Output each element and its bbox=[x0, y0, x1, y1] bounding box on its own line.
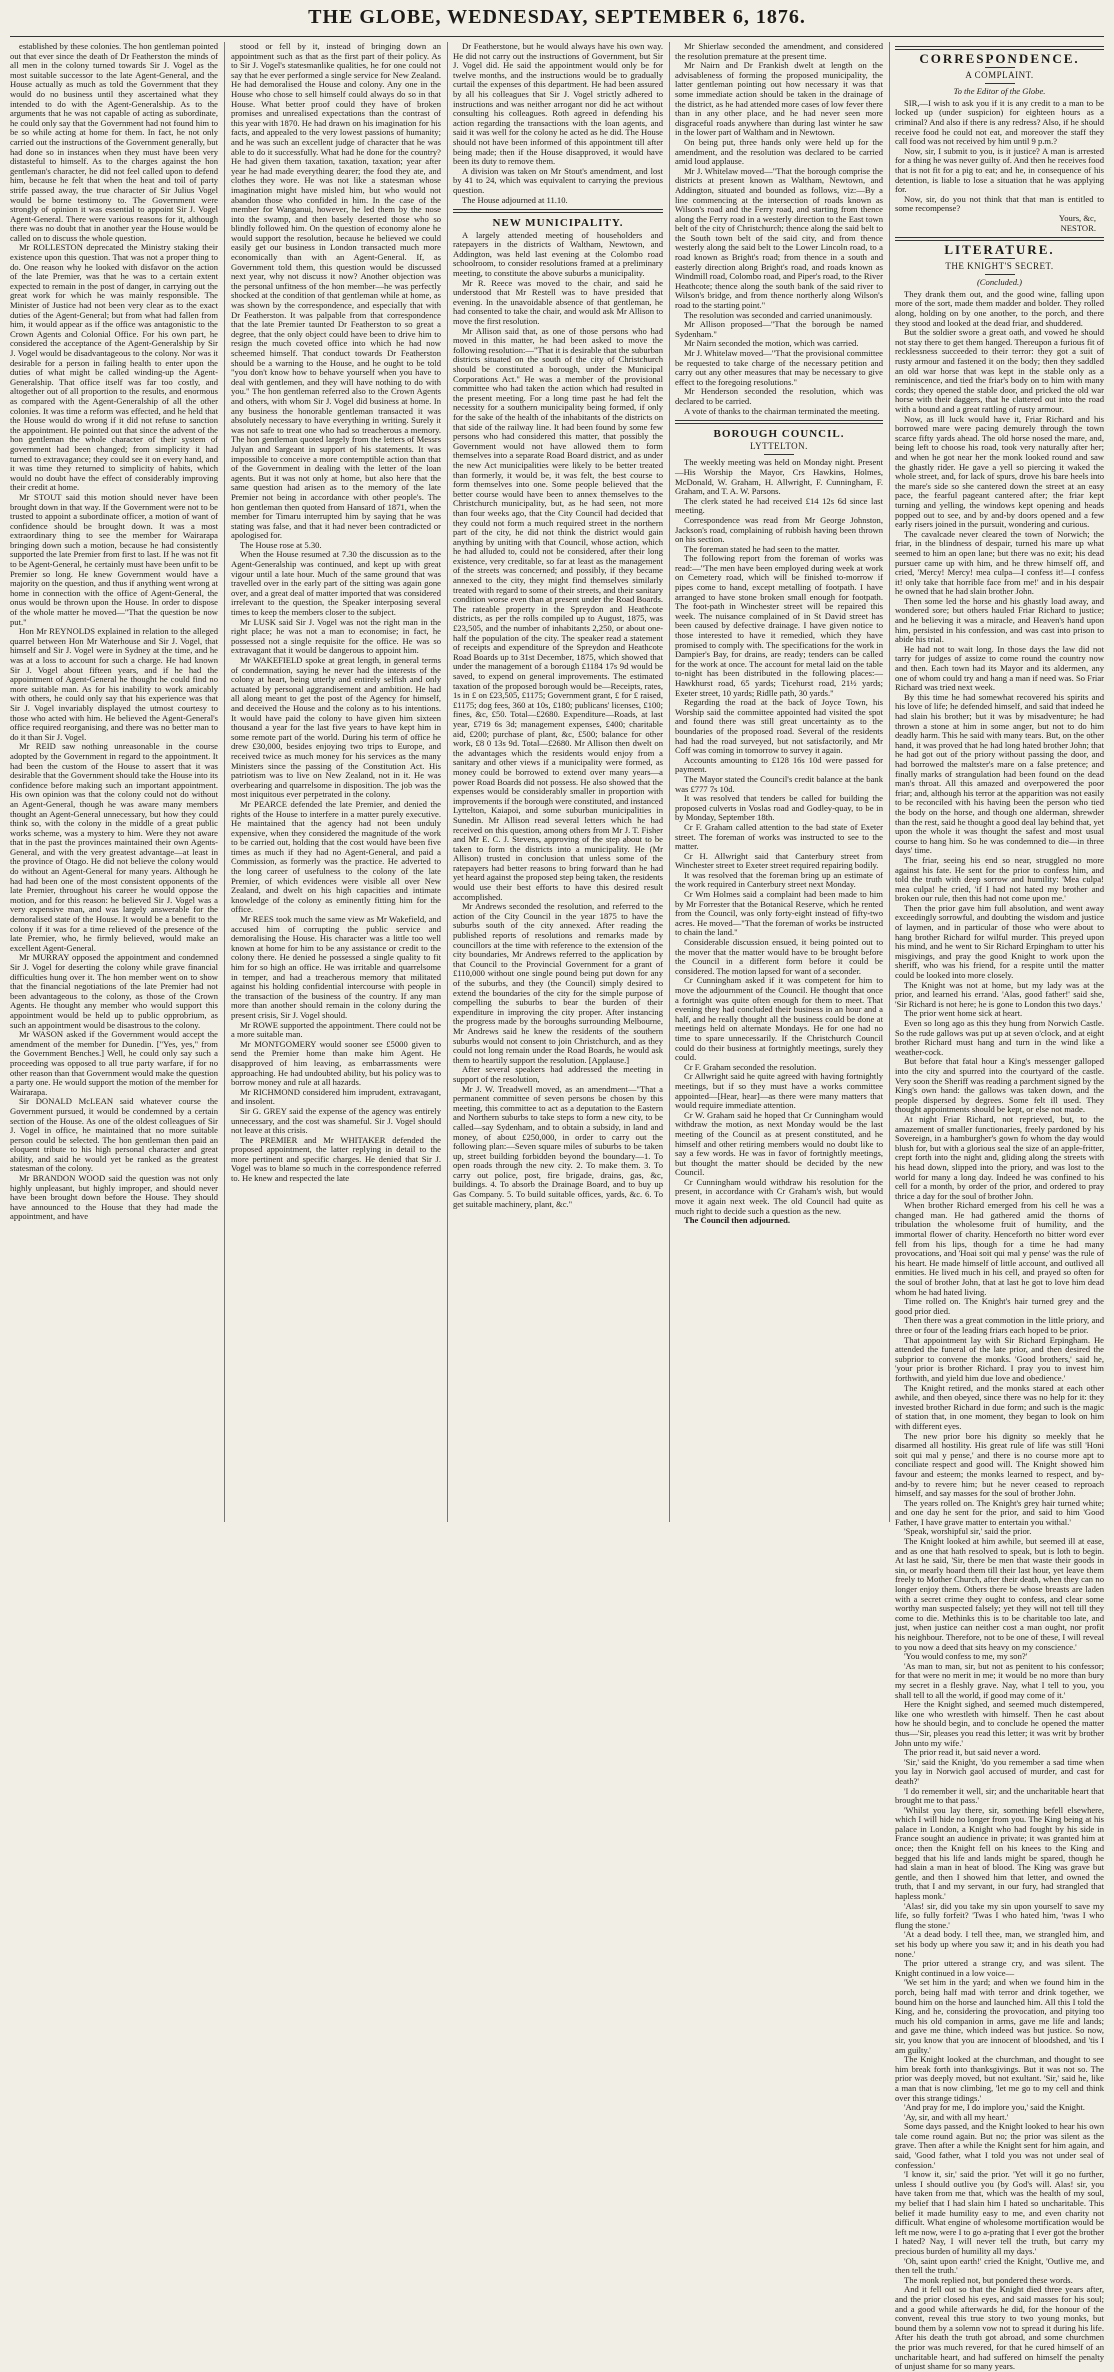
article-paragraph: Cr Wm Holmes said a complaint had been made to him by Mr Forrester that the Botanical Reserve, which he rented from the Council, was only forty-eight instead of fifty-two acres. He moved—"That the foreman of works be instructed to chain the land." bbox=[675, 889, 883, 938]
article-paragraph: Mr R. Reece was moved to the chair, and said he understood that Mr Restell was to have presided that evening. In the unavoidable absence of that gentleman, he had consented to take the chair, and would ask Mr Allison to move the first resolution. bbox=[453, 277, 663, 327]
column-divider bbox=[447, 42, 448, 1522]
article-paragraph: Then the prior gave him full absolution, and went away exceedingly sorrowful, and doubting the wisdom and justice of laymen, and in particular of those who were about to hang brother Richard for wilful murder. This preyed upon his mind, and he went to Sir Richard Erpingham to utter his misgivings, and pray the good Knight to work upon the sheriff, who was his friend, for a respite until the matter could be looked into more closely. bbox=[895, 902, 1104, 981]
article-paragraph: The monk replied not, but pondered these words. bbox=[904, 2274, 1073, 2285]
article-paragraph: The Knight looked at the churchman, and thought to see him break forth into thanksgivings. But it was not so. The prior was deeply moved, but not exultant. 'Sir,' said he, like a man that is now climbing, 'let me go to my cell and think over this strange tidings.' bbox=[895, 2054, 1104, 2103]
article-paragraph: On being put, three hands only were held up for the amendment, and the resolution was declared to be carried amid loud applause. bbox=[675, 136, 883, 167]
article-paragraph: Correspondence was read from Mr George Johnston, Jackson's road, complaining of rubbish having been thrown on his section. bbox=[675, 514, 883, 545]
article-paragraph: And it fell out so that the Knight died three years after, and the prior closed his eyes, and said masses for his soul; and a good while afterwards he did, for the honour of the convent, reveal this true story to two young monks, but bound them by a solemn vow not to spread it during his life. After his death the truth got abroad, and some churchmen the prior was much revered, for that he cured himself of an uncharitable heart, and had suffered on himself the penalty of unjust shame for so many years. bbox=[895, 2284, 1104, 2372]
italic-line: (Concluded.) bbox=[976, 277, 1023, 288]
article-paragraph: 'You would confess to me, my son?' bbox=[904, 1651, 1028, 1662]
article-paragraph: 'Oh, saint upon earth!' cried the Knight, 'Outlive me, and then tell the truth.' bbox=[895, 2255, 1104, 2276]
section-heading: LITERATURE. bbox=[944, 242, 1055, 258]
signature-line: NESTOR. bbox=[1060, 222, 1096, 233]
article-paragraph: Mr Allison said that, as one of those persons who had moved in this matter, he had been asked to move the following resolution:—"That it is desirable that the suburban districts situated on the south of the city of Christchurch should be constituted a borough, under the Municipal Corporations Act." He was a member of the provisional committee who had taken the action which had resulted in the present meeting. For a long time past he had felt the necessity for a southern municipality being formed, if only for the sake of the health of the inhabitants of the districts on that side of the railway line. It had been found by some few persons who had considered this matter, that possibly the Government would not have allowed them to form themselves into a separate Road Board district, and as under the new Act municipalities were likely to be better treated than formerly, it would be, it was felt, the best course to form themselves into one. Some people believed that the better course would have been to annex themselves to the Christchurch municipality, but, as he had seen, not more than four weeks ago, that the City Council had decided that they could not form a much required street in the northern part of the city, he did not think the district would gain anything by uniting with that Council, whose action, which he had alluded to, could not be considered, after their long existence, very creditable, so far at least as the management of the streets was concerned; and possibly, if they became annexed to the city, they might find themselves similarly treated with regard to some of their streets, and their sanitary condition worse even than at present under the Road Boards. The rateable property in the Spreydon and Heathcote districts, as per the rolls compiled up to August, 1875, was £23,505, and the number of inhabitants 2,250, or about one-half the population of the city. The speaker read a statement of receipts and expenditure of the Spreydon and Heathcote Road Boards up to 31st December, 1875, which showed that under the management of a borough £1184 17s 9d would be saved, to expend on general improvements. The estimated taxation of the proposed borough would be—Receipts, rates, 1s in £ on £23,505, £1175; Government grant, £ for £ raised, £1175; dog fees, 360 at 10s, £180; publicans' licenses, £100; fines, &c, £50. Total—£2680. Expenditure—Roads, at last year, £719 6s 3d; management expenses, £400; charitable aid, £200; purchase of plant, &c, £500; balance for other work, £8 0 13s 9d. Total—£2680. Mr Allison then dwelt on the advantages which the residents would enjoy from a sanitary and other views if a municipality were formed, as money could be borrowed to extend over many years—a power Road Boards did not possess. He also showed that the expenses would be considerably smaller in proportion with improvements if the borough were constituted, and instanced Lyttelton, Kaiapoi, and some suburban municipalities in Sunedin. Mr Allison read several letters which he had received on this question, among others from Mr J. T. Fisher and Mr E. C. J. Stevens, approving of the step about to be taken to form the districts into a municipality. He (Mr Allison) trusted in conclusion that unless some of the ratepayers had better reasons to bring forward than he had yet heard against the proposed step being taken, the residents would use their best efforts to have this desired result accomplished. bbox=[453, 325, 664, 902]
article-paragraph: Mr J. Whitelaw moved—"That the borough comprise the districts at present known as Waltham, Newtown, and Addington, situated and bounded as follows, viz:—By a line commencing at the intersection of roads known as Wilson's road and the Ferry road, and starting from thence along the Ferry road in a westerly direction to the East town belt of the city of Christchurch; thence along the said belt to the South town belt of the said city, and from thence westerly along the said belt to the Lower Lincoln road, to a road known as Bright's road; from thence in a south and easterly direction along Bright's road, and roads known as Windmill road, Colombo road, and Piper's road, to the River Heathcote; thence along the south bank of the said river to Wilson's bridge, and from thence northerly along Wilson's road to the starting point." bbox=[675, 165, 883, 311]
article-paragraph: Regarding the road at the back of Joyce Town, his Worship said the committee appointed had visited the spot and found there was still great uncertainty as to the boundaries of the proposed road. Several of the residents had had the road surveyed, but not satisfactorily, and Mr Coff was coming in tomorrow to survey it again. bbox=[675, 697, 883, 756]
article-paragraph: Mr J. Whitelaw moved—"That the provisional committee be requested to take charge of the necessary petition and carry out any other measures that may be necessary to give effect to the foregoing resolutions." bbox=[675, 348, 883, 387]
section-rule bbox=[675, 420, 883, 424]
article-paragraph: The new prior bore his dignity so meekly that he disarmed all hostility. His great rule of life was still 'Honi soit qui mal y pense,' and there is no course more apt to conciliate respect and good will. The Knight showed him favour and esteem; the monks learned to respect, and by-and-by to revere him; but he never ceased to reproach himself, and say masses for the soul of brother John. bbox=[895, 1430, 1104, 1499]
section-rule bbox=[453, 209, 663, 213]
article-paragraph: 'Sir,' said the Knight, 'do you remember a sad time when you lay in Norwich gaol accused of murder, and cast for death?' bbox=[895, 1756, 1104, 1786]
article-paragraph: But before that fatal hour a King's messenger galloped into the city and spurred into the courtyard of the castle. Very soon the Sheriff was reading a parchment signed by the King's own hand: the gallows was taken down, and the people dispersed by degrees. Some felt ill used. They thought appointments should be kept, or else not made. bbox=[895, 1056, 1104, 1115]
article-paragraph: The Knight looked at him awhile, but seemed ill at ease, and as one that hath resolved to speak, but is loth to begin. At last he said, 'Sir, there be men that waste their goods in sin, or mearly hoard them till their last hour, yet leave them freely to Mother Church, after their death, when they can no longer enjoy them. Others there be whose breasts are laden with a secret crime they ought to confess, and clear some worthy man suspected falsely; yet they will not tell till they come to die. Methinks this is to be charitable too late, and just, when justice can neither cost a man ought, nor profit his neighbour. Therefore, not to be one of these, I will reveal to you now a deed that sits heavy on my conscience.' bbox=[895, 1536, 1104, 1652]
article-paragraph: Cr Allwright said he quite agreed with having fortnightly meetings, but if so they must have a works committee appointed—[Hear, hear]—as there were many matters that would require immediate attention. bbox=[675, 1071, 883, 1111]
signature-line: Yours, &c, bbox=[1058, 212, 1096, 223]
article-paragraph: When the House resumed at 7.30 the discussion as to the Agent-Generalship was continued, and kept up with great vigour until a late hour. Much of the same ground that was travelled over in the early part of the sitting was again gone over, and a great deal of matter imported that was considered irrelevant to the question, the Speaker interposing several times to keep the members closer to the subject. bbox=[231, 549, 441, 618]
article-paragraph: Mr RICHMOND considered him imprudent, extravagant, and insolent. bbox=[231, 1086, 441, 1107]
article-paragraph: A largely attended meeting of householders and ratepayers in the districts of Waltham, Newtown, and Addington, was held last evening at the Colombo road schoolroom, to consider resolutions framed at a preliminary meeting, to constitute the above suburbs a municipality. bbox=[453, 229, 663, 279]
article-paragraph: Sir G. GREY said the expense of the agency was entirely unnecessary, and the cost was shameful. Sir J. Vogel should not leave at this crisis. bbox=[231, 1105, 441, 1136]
column-divider bbox=[669, 42, 670, 1522]
article-paragraph: Sir DONALD McLEAN said whatever course the Government pursued, it would be condemned by a certain section of the House. As one of the oldest colleagues of Sir J. Vogel in office, he maintained that no more suitable person could be selected. The hon gentleman then paid an eloquent tribute to his high personal character and great ability, and said he would yet be ranked as the greatest statesman of the colony. bbox=[10, 1096, 218, 1174]
article-paragraph: The years rolled on. The Knight's grey hair turned white; and one day he sent for the prior, and said to him 'Good Father, I have grave matter to entertain you withal.' bbox=[895, 1497, 1104, 1527]
article-paragraph: The House adjourned at 11.10. bbox=[462, 194, 568, 205]
article-paragraph: The foreman stated he had seen to the matter. bbox=[684, 543, 840, 554]
article-paragraph: Cr F. Graham called attention to the bad state of Exeter street. The foreman of works was instructed to see to the matter. bbox=[675, 821, 883, 852]
column-2 bbox=[231, 42, 441, 1522]
article-subheading: A COMPLAINT. bbox=[965, 69, 1034, 80]
article-paragraph: Mr Henderson seconded the resolution, which was declared to be carried. bbox=[675, 386, 883, 406]
article-paragraph: The PREMIER and Mr WHITAKER defended the proposed appointment, the latter replying in detail to the more pertinent and specific charges. He denied that Sir J. Vogel was to blame so much in the correspondence referred to. He knew and respected the late bbox=[231, 1134, 441, 1184]
article-paragraph: Considerable discussion ensued, it being pointed out to the mover that the matter would have to be brought before the Council in a different form before it could be considered. The motion lapsed for want of a seconder. bbox=[675, 937, 883, 976]
article-paragraph: Hon Mr REYNOLDS explained in relation to the alleged quarrel between Hon Mr Waterhouse and Sir J. Vogel, that himself and Sir J. Vogel were in Sydney at the time, and he was at a loss to account for such a charge. He had known Sir J. Vogel about fifteen years, and if he had the appointment of Agent-General he thought he could find no more suitable man. As for his inability to work amicably with others, he could only say that his experience was that Sir J. Vogel invariably displayed the utmost courtesy to those who acted with him. He believed the Agent-General's office required reorganising, and there was no better man to do it than Sir J. Vogel. bbox=[10, 626, 218, 742]
article-paragraph: The Mayor stated the Council's credit balance at the bank was £777 7s 10d. bbox=[675, 773, 883, 794]
article-paragraph: Mr WASON asked if the Government would accept the amendment of the member for Dunedin. ["Yes, yes," from the Government Benches.] Well, he could only say such a proceeding was opposed to all true party warfare, if for no other reason than that Government would make the question a party one. He would support the motion of the member for Wairarapa. bbox=[10, 1029, 218, 1097]
newspaper-page bbox=[10, 0, 1104, 2372]
italic-line: To the Editor of the Globe. bbox=[953, 86, 1046, 97]
article-paragraph: Mr MONTGOMERY would sooner see £5000 given to send the Premier home than make him Agent. He disapproved of him leaving, as embarrassments were approaching. He had undoubted ability, but his policy was to borrow money and rule at all hazards. bbox=[231, 1038, 441, 1088]
short-rule bbox=[985, 258, 1015, 259]
article-paragraph: 'At a dead body. I tell thee, man, we strangled him, and set his body up where you saw it; and in his death you had none.' bbox=[895, 1929, 1104, 1959]
article-paragraph: Cr W. Graham said he hoped that Cr Cunningham would withdraw the motion, as next Monday would be the last meeting of the Council as at present constituted, and he himself and other retiring members would no doubt like to say a few words. He was in favor of fortnightly meetings, but thought the matter should be decided by the new Council. bbox=[675, 1109, 883, 1178]
article-paragraph: The cavalcade never cleared the town of Norwich; the friar, in the blindness of despair, turned his mare up what seemed to him an open lane; but there was no exit; his dead pursuer came up with him, and he threw himself off, and cried, 'Mercy! Mercy! mea culpa—I confess it!—I confess it! only take that horrible face from me!' and in his despair he owned that he had slain brother John. bbox=[895, 528, 1104, 597]
article-paragraph: 'I do remember it well, sir; and the uncharitable heart that brought me to that pass.' bbox=[895, 1785, 1104, 1806]
article-paragraph: established by these colonies. The hon gentleman pointed out that ever since the death of Dr Featherston the minds of all men in the colony turned towards Sir J. Vogel as the most suitable successor to the late Agent-General, and the House actually as much as told the Government that they would do no business until they ascertained what they intended to do with the Agent-Generalship. As to the arguments that he was not capable of acting as subordinate, he could only say that the Government had not found him to be so while acting at home for them. In fact, he not only carried out the instructions of the Government generally, but had done so in instances when they must have been very distasteful to himself. As to the charges against the hon gentleman's character, he did not feel called upon to defend him, because he felt that when the heat and toil of party strife passed away, the true character of Sir Julius Vogel would be borne testimony to. The Government were strongly of opinion it was essential to appoint Sir J. Vogel Agent-General. There were various reasons for it, although there was no doubt that in another year the House would be called on to discuss the whole question. bbox=[10, 41, 218, 243]
article-paragraph: The Knight was not at home, but my lady was at the prior, and learned his errand. 'Alas, good father!' said she, 'Sir Richard is not here; he is gone to London this two days.' bbox=[895, 979, 1104, 1009]
short-rule bbox=[985, 67, 1015, 68]
article-paragraph: The prior uttered a strange cry, and was silent. The Knight continued in a low voice— bbox=[895, 1958, 1104, 1978]
article-paragraph: Even so long ago as this they hung from Norwich Castle. So the rude gallows was put up at seven o'clock, and at eight brother Richard must hang and turn in the wind like a weather-cock. bbox=[895, 1018, 1104, 1057]
article-paragraph: Mr Andrews seconded the resolution, and referred to the action of the City Council in the year 1875 to have the suburbs south of the city annexed. After reading the published reports of resolutions and remarks made by councillors at the time with reference to the extension of the city boundaries, Mr Andrews referred to the application by that Council to the Provincial Government for a grant of £110,000 without one single pound being put down for any of the suburbs, and they (the Council) simply desired to extend the boundaries of the city for the simple purpose of compelling the suburbs to bear the burden of their expenditure in improving the city proper. After instancing the progress made by the boroughs surrounding Melbourne, Mr Andrews said he knew the residents of the southern suburbs would not consent to join Christchurch, and as they could not long remain under the Road Boards, he would ask them to heartily support the resolution. [Applause.] bbox=[453, 901, 663, 1065]
article-paragraph: The prior read it, but said never a word. bbox=[904, 1747, 1041, 1758]
article-heading: NEW MUNICIPALITY. bbox=[492, 217, 624, 230]
article-paragraph: Mr MURRAY opposed the appointment and condemned Sir J. Vogel for deserting the colony while grave financial difficulties hung over it. The hon member went on to show that the financial negotiations of the late Premier had not been advantageous to the colony, as those of the Crown Agents. He thought any member who would support this appointment would be held up to public opprobrium, as such an appointment would be disastrous to the colony. bbox=[10, 952, 218, 1030]
column-1 bbox=[10, 42, 218, 1522]
article-paragraph: 'Whilst you lay there, sir, something befell elsewhere, which I will hide no longer from you. The King being at his palace in London, a Knight who had fought by his side in France sought an audience in private; it was granted him at once; then the Knight fell on his knees to the King and begged that his life and lands might be spared, though he had slain a man in heat of blood. The King was grave but gentle, and then I showed him that letter, and owned the truth, that I and my servant, in our fury, had strangled that hapless monk.' bbox=[895, 1804, 1104, 1902]
column-divider bbox=[889, 42, 890, 1522]
article-paragraph: 'Alas! sir, did you take my sin upon yourself to save my life, so fully forfeit? 'Twas I who hated him, 'twas I who flung the stone.' bbox=[895, 1900, 1104, 1930]
article-paragraph: They drank them out, and the good wine, falling upon more of the sort, made them madder and bolder. They rolled along, holding on by one another, to the porch, and there they stood and looked at the dead friar, and shuddered. bbox=[895, 288, 1104, 328]
article-paragraph: The clerk stated he had received £14 12s 6d since last meeting. bbox=[675, 495, 883, 516]
article-paragraph: Mr WAKEFIELD spoke at great length, in general terms of condemnation, saying he never had the interests of the colony at heart, being utterly and entirely selfish and only actuated by personal aggrandisement and ambition. He had all along meant to get the post of the Agency for himself, and deceived the House and the colony as to his intentions. It would have paid the colony to have given him sixteen thousand a year for the last five years to have kept him in some remote part of the world. During his term of office he drew £30,000, besides enjoying two trips to Europe, and received twice as much money for his services as the many Ministers since the passing of the Constitution Act. His patriotism was to live on New Zealand, not in it. He was overbearing and quarrelsome in disposition. The job was the most iniquitous ever perpetrated in the colony. bbox=[231, 655, 441, 800]
article-paragraph: The Knight retired, and the monks stared at each other awhile, and then obeyed, since there was no help for it: they invested brother Richard in due form; and such is the magic of station that, in one moment, they began to look on him with different eyes. bbox=[895, 1382, 1104, 1431]
article-paragraph: Then some led the horse and his ghastly load away, and wondered sore; but others hauled Friar Richard to justice; and he believing it was a miracle, and Heaven's hand upon him, persisted in his confession, and was cast into prison to abide his trial. bbox=[895, 595, 1104, 645]
article-paragraph: Mr REES took much the same view as Mr Wakefield, and accused him of corrupting the public service and demoralising the House. His character was a little too well known at home for him to be any assistance or credit to the colony there. He denied he possessed a single quality to fit him for so high an office. He was irritable and quarrelsome in temper, and had a treacherous memory that militated against his holding confidential intercourse with people in the transaction of the business of the country. If any man more than another should remain in the colony during the present crisis, Sir J. Vogel should. bbox=[231, 914, 441, 1020]
article-paragraph: 'As man to man, sir, but not as penitent to his confessor; for that were no merit in me; it would be no more than bury my secret in a fleshly grave. Nay, what I tell to you, you shall tell to all the world, if good may come of it.' bbox=[895, 1660, 1104, 1700]
article-paragraph: Mr Shierlaw seconded the amendment, and considered the resolution premature at the present time. bbox=[675, 41, 883, 61]
article-paragraph: Some days passed, and the Knight looked to hear his own tale come round again. But no; the prior was silent as the grave. Then after a while the Knight sent for him again, and said, 'Good father, what I told you was not under seal of confession.' bbox=[895, 2121, 1104, 2170]
article-paragraph: Now, sir, do you not think that that man is entitled to some recompense? bbox=[895, 193, 1104, 214]
article-paragraph: Accounts amounting to £128 16s 10d were passed for payment. bbox=[675, 754, 883, 775]
article-paragraph: Mr J. W. Treadwell moved, as an amendment—"That a permanent committee of seven persons be chosen by this meeting, this committee to act as a deputation to the Eastern and Northern suburbs to take steps to form a new city, to be called—say Sydenham, and to obtain a subsidy, in land and money, of about £250,000, in order to carry out the following plan:—Seven square miles of suburbs to be taken up, street building forbidden beyond the boundary—1. To open roads through the new city. 2. To make them. 3. To carry out police, post, fire brigade, drains, gas, &c, buildings. 4. To absorb the Drainage Board, and to buy up Gas Company. 5. To build suitable offices, yards, &c. 6. To get suitable machinery, plant, &c." bbox=[453, 1083, 663, 1209]
column-3 bbox=[453, 42, 663, 1522]
article-paragraph: A vote of thanks to the chairman terminated the meeting. bbox=[684, 405, 880, 416]
article-paragraph: The following report from the foreman of works was read:—"The men have been employed during week at work on Cemetery road, which will be finished to-morrow if pipes come to hand, except metalling of footpath. I have arranged to have stone broken small enough for footpath. The foot-path in Winchester street will be repaired this week. The nuisance complained of in St David street has been caused by defective drainage. I have given notice to those interested to have it remedied, which they have promised to comply with. The specifications for the work in Dampier's Bay, for drains, are ready; tenders can be called for the work at once. The account for metal laid on the table to-night has been distributed in the following places:—Hawkhurst road, 65 yards; Ticehurst road, 21½ yards; Exeter street, 10 yards; Ridlle path, 30 yards." bbox=[675, 553, 883, 698]
article-paragraph: The House rose at 5.30. bbox=[240, 539, 322, 550]
article-paragraph: 'And pray for me, I do implore you,' said the Knight. bbox=[904, 2102, 1085, 2113]
article-subheading: THE KNIGHT'S SECRET. bbox=[945, 260, 1054, 271]
article-paragraph: Mr Nairn and Dr Frankish dwelt at length on the advisableness of forming the proposed municipality, the latter gentleman pointing out how necessary it was that some immediate action should be taken in the drainage of the district, as he had attended more cases of low fever there than in any other place, and he had never seen more disgraceful roads anywhere than during last winter he saw in the lower part of Waltham and in Newtown. bbox=[675, 60, 883, 138]
article-paragraph: Cr Cunningham would withdraw his resolution for the present, in accordance with Cr Graham's wish, but would move it again next week. The old Council had quite as much right to decide such a question as the new. bbox=[675, 1176, 883, 1216]
article-paragraph: It was resolved that tenders be called for building the proposed culverts in Voslas road and Godley-quay, to be in by Monday, September 18th. bbox=[675, 793, 883, 823]
article-paragraph: Dr Featherstone, but he would always have his own way. He did not carry out the instructions of Government, but Sir J. Vogel did. He said the appointment would only be for twelve months, and the instructions would be to gradually curtail the expenses of this department. He had been assured by all his colleagues that Sir J. Vogel strictly adhered to instructions and was neither arrogant nor did he act without consulting his colleagues. Roth agreed in defending his action regarding the transactions with the loan agents, and said it was well for the colony he acted as he did. The House should not have been informed of this appointment till after being made; then if the House disapproved, it would have been its duty to remove them. bbox=[453, 41, 663, 167]
article-paragraph: He had not to wait long. In those days the law did not tarry for judges of assize to come round the country now and then. Each town had its Mayor and its aldermen, any one of whom could try and hang a man if need was. So Friar Richard was tried next week. bbox=[895, 643, 1104, 693]
article-paragraph: Mr STOUT said this motion should never have been brought down in that way. If the Government were not to be trusted to appoint a subordinate officer, a motion of want of confidence should be brought down. It was a most extraordinary thing to see the member for Wairarapa bringing down such a motion, because he had consistently supported the late Premier from first to last. If he was not fit to be Agent-General, he certainly must have been unfit to be Premier so long. He knew Government would have a majority on the question, and thus if anything went wrong at home in connection with the office of Agent-General, the onus would be thrown upon the House. In order to dispose of the whole matter he moved—"That the question be now put." bbox=[10, 491, 218, 627]
article-paragraph: At night Friar Richard, not reprieved, but, to the amazement of smaller functionaries, freely pardoned by his Sovereign, in a hamburgher's gown fo whom the day would blush for, but with a glorious seal the size of an apple-fritter, crept forth into the night and, gliding along the streets with his head down, slipped into the priory, and was lost to the world for many a long day. Indeed he was confined to his cell for a month, by order of the prior, and ordered to pray thrice a day for the soul of brother John. bbox=[895, 1113, 1104, 1201]
article-paragraph: Now, sir, I submit to you, is it justice? A man is arrested for a thing he was never guilty of. And then he receives food that is not fit for a pig to eat; and he, in consequence of his detention, is liable to lose a situation that he was applying for. bbox=[895, 145, 1104, 195]
article-paragraph: The friar, seeing his end so near, struggled no more against his fate. He sent for the prior to confess him, and told the truth with deep sorrow and humility: 'Mea culpa! mea culpa! he cried, 'if I had not hated my brother and broken our rule, then this had not come upon me.' bbox=[895, 854, 1104, 904]
article-paragraph: SIR,—I wish to ask you if it is any credit to a man to be locked up (under suspicion) for eighteen hours as a criminal? And also if there is any redress? Also, if he should receive food he could not eat, and moreover the staff they call food was not received by him until 9 p.m.? bbox=[895, 97, 1104, 147]
article-paragraph: The prior went home sick at heart. bbox=[904, 1008, 1023, 1019]
article-paragraph: When brother Richard emerged from his cell he was a changed man. He had gathered amid the thorns of tribulation the wholesome fruit of humility, and the immortal flower of charity. Henceforth no bitter word ever fell from his lips, though for a time he had many provocations, and 'Hoai soit qui mal y pense' was the rule of his heart. He made himself of little account, and outlived all enmities. He lived much in his cell, and prayed so often for the soul of brother John, that at last he got to love him dead whom he had hated living. bbox=[895, 1200, 1104, 1297]
article-paragraph: Mr ROLLESTON deprecated the Ministry staking their existence upon this question. That was not a proper thing to do. One reason why he looked with disfavor on the action of the late Premier, was that he was to a certain extent expected to remain in the post of danger, in carrying out the great work for which he was mainly responsible. The Minister of Justice had not been very clear as to the exact duties of the Agent-General; but from what had fallen from him, it would appear as if the office was antagonistic to the Crown Agents and Colonial Office. For his own part, he considered the acceptance of the Agent-Generalship by Sir J. Vogel would be disadvantageous to the colony. Nor was it desirable for a person in failing health to enter upon the duties of what might be called winding-up the Agent-Generalship. That office itself was far too costly, and altogether out of all proportion to the results, and enormous as compared with the Agent-Generalship of all the other colonies. It was time a reform was effected, and he held that the House would do wrong if it did not refuse to sanction the appointment. He pointed out that since the advent of the hon gentleman the whole character of their system of government had been changed; from simplicity it had turned to extravagance; they could see it on every hand, and it was time they returned to simplicity of habits, which would no doubt have the effect of considerably improving their credit at home. bbox=[10, 242, 218, 493]
section-rule bbox=[895, 237, 1104, 241]
article-paragraph: It was resolved that the foreman bring up an estimate of the work required in Canterbury street next Monday. bbox=[675, 869, 883, 890]
article-paragraph: But the soldier swore a great oath, and vowed he should not stay there to get them hanged. Thereupon a furious fit of recklessness succeeded to their terror: they got a suit of rusty armour and fastened it on the body; then they saddled an old war horse that was kept in the stable only as a reminiscence, and tied the friar's body on to him with many cords; they opened the stable door, and pricked the old war horse with their daggers, that he clattered out into the road with a bound and a great rattling of rusty armour. bbox=[895, 327, 1104, 414]
article-paragraph: The Council then adjourned. bbox=[684, 1215, 791, 1226]
article-paragraph: Time rolled on. The Knight's hair turned grey and the good prior died. bbox=[895, 1296, 1104, 1316]
article-paragraph: Cr H. Allwright said that Canterbury street from Winchester street to Exeter street required repairing bodily. bbox=[675, 850, 883, 871]
article-paragraph: Here the Knight sighed, and seemed much distempered, like one who wrestleth with himself. Then he cast about how he should begin, and to conclude he opened the matter thus—'Sir, pleases you read this letter; it was writ by brother John unto my wife.' bbox=[895, 1699, 1104, 1748]
section-heading: CORRESPONDENCE. bbox=[919, 51, 1080, 66]
article-paragraph: A division was taken on Mr Stout's amendment, and lost by 41 to 24, which was equivalent to carrying the previous question. bbox=[453, 165, 663, 195]
article-paragraph: Then there was a great commotion in the little priory, and three or four of the leading friars each hoped to be prior. bbox=[895, 1315, 1104, 1335]
short-rule bbox=[985, 83, 1015, 84]
short-rule bbox=[764, 454, 794, 455]
article-paragraph: After several speakers had addressed the meeting in support of the resolution, bbox=[453, 1064, 663, 1084]
masthead-rule bbox=[10, 36, 1104, 37]
article-heading: BOROUGH COUNCIL. bbox=[713, 428, 845, 441]
article-paragraph: Mr Allison proposed—"That the borough be named Sydenham." bbox=[675, 319, 883, 339]
article-paragraph: Mr ROWE supported the appointment. There could not be a more suitable man. bbox=[231, 1019, 441, 1040]
section-rule bbox=[895, 46, 1104, 50]
article-paragraph: 'Speak, worshipful sir,' said the prior. bbox=[904, 1526, 1032, 1537]
article-paragraph: Mr PEARCE defended the late Premier, and denied the rights of the House to interfere in a matter purely executive. He maintained that the agency had not been unduly expensive, when they considered the magnitude of the work to be carried out, holding that the cost would have been five times as much if they had no Agent-General, and paid a Commission, as formerly was the practice. He adverted to the long career of usefulness to the colony of the late Premier, of which evidences were visible all over New Zealand, and dwelt on his high capacities and intimate knowledge of the colony as eminently fitting him for the office. bbox=[231, 798, 441, 915]
article-paragraph: The weekly meeting was held on Monday night. Present—His Worship the Mayor, Crs Hawkins, Holmes, McDonald, W. Graham, H. Allwright, F. Cunningham, F. Graham, and T. A. W. Parsons. bbox=[675, 457, 883, 497]
masthead: THE GLOBE, WEDNESDAY, SEPTEMBER 6, 1876. bbox=[308, 6, 806, 28]
article-paragraph: stood or fell by it, instead of bringing down an appointment such as that as the first part of their policy. As to Sir J. Vogel's statesmanlike qualities, he for one could not say that he ever performed a single service for New Zealand. He had demoralised the House and colony. Any one in the House who chose to sell himself could always do so in that House. What better proof could they have of broken promises and unrealised expectations than the contrast of this year with 1870. He had drawn on his imagination for his facts, and appealed to the very lowest passions of humanity; and he was such an excellent judge of character that he was able to do it successfully. What had he done for the country? He had given them taxation, taxation, taxation; year after year he had made everything dearer; the food they ate, and clothes they wore. He was not like a statesman whose imagination might have misled him, but who would not abandon those who confided in him. In the case of the member for Wanganui, however, he led them by the nose into the swamp, and then basely deserted those who so blindly followed him. On the question of economy alone he would support the resolution, because he believed we could easily get our business in London transacted much more economically than with an Agent-General. If, as Government told them, this question would be discussed next year, why not discuss it now? Another objection was the personal unfitness of the hon member—he was perfectly shocked at the condition of that gentleman while at home, as was shown by the correspondence, and especially that with Dr Featherston. It was palpable from that correspondence that the late Premier taunted Dr Featherston to so great a degree, that the only object could have been to drive him to resign the much coveted office into which he had now scheemed himself. That conduct towards Dr Featherston should be a warning to the House, and he ought to be told "you don't know how to behave yourself when you have to deal with gentlemen, and they will have nothing to do with you." The hon gentleman referred also to the Crown Agents and others, with whom Sir J. Vogel did business at home. In any business the honorable gentleman transacted it was absolutely necessary to have everything in writing. Surely it was not safe to treat one who had so treacherous a memory. The hon gentleman quoted largely from the letters of Messrs Julyan and Sargeant in support of his statements. It was impossible to conceive a more contemptible action than that of the Government in dealing with the letter of the loan agents. But it was not only at home, but also here that the same question had arisen as to the memory of the late Premier not being in accordance with other people's. The hon gentleman then quoted from Hansard of 1871, when the member for Timaru interrupted him by saying that he was stating was false, and that it had never been contradicted or apologised for. bbox=[231, 41, 441, 541]
column-divider bbox=[224, 42, 225, 1522]
article-paragraph: By this time he had somewhat recovered his spirits and his love of life; he defended himself, and said that indeed he had slain his brother; but it was by misadventure; he had thrown a stone at him in some anger, but not to do him deadly harm. This he said with many tears. But, on the other hand, it was proved that he had long hated brother John; that he had got out of the priory without passing the door, and had borrowed the maltster's mare on a false pretence; and finally marks of strangulation had been found on the dead man's throat. All this amazed and overpowered the poor friar; and, although his terror at the apparition was not easily to be reconciled with his having been the person who tied the body on the horse, and though one alderman, shrewder than the rest, said he thought a good deal lay behind that, yet upon the whole it was thought the safest and most usual course to hang him. So he was condemned to die—in three days' time. bbox=[895, 691, 1104, 856]
article-paragraph: Mr Nairn seconded the motion, which was carried. bbox=[684, 338, 859, 349]
column-4 bbox=[675, 42, 883, 1522]
article-paragraph: The resolution was seconded and carried unanimously. bbox=[684, 309, 873, 320]
article-paragraph: Now, as ill luck would have it, Friar Richard and his borrowed mare were pacing demurely through the town scarce fifty yards ahead. The old horse nosed the mare, and, being left to choose his road, took very naturally after her; and when he got near her the monk looked round and saw the ghastly rider. He gave a yell so piercing it waked the whole street, and, for lack of spurs, drove his bare heels into the mare's side so she cantered down the street at an easy pace, the fearful pageant cantered after; the friar kept turning and yelling, the windows kept opening and heads popped out to see, and by and-by doors opened and a few early risers joined in the pursuit, wondering and curious. bbox=[895, 413, 1104, 530]
article-paragraph: Mr REID saw nothing unreasonable in the course adopted by the Government in regard to the appointment. It had been the custom of the House to assert that it was desirable that the Government should take the House into its confidence before making such an important appointment. His own opinion was that the colony could not do without an Agent-General, though he was aware many members thought an Agent-General unnecessary, but how they could think so, with the colony in the middle of a great public works scheme, was a mystery to him. Were they not aware that in the past the provinces maintained their own Agents-General, and with the very greatest advantage—at least in the province of Otago. He did not believe the colony would do without an Agent-General for many years. Although he had had been one of the most consistent opponents of the late Premier, throughout his career he would oppose the motion, and for this reason: he believed Sir J. Vogel was a very expensive man, and was largely answerable for the demoralised state of the House. It would be a benefit to the colony if it was for a time relieved of the presence of the late Premier, who, he firmly believed, would make an excellent Agent-General. bbox=[10, 741, 218, 953]
article-paragraph: Mr LUSK said Sir J. Vogel was not the right man in the right place; he was not a man to economise; in fact, he possessed not a single requisite for the office. He was so extravagant that it would be dangerous to appoint him. bbox=[231, 616, 441, 656]
article-paragraph: That appointment lay with Sir Richard Erpingham. He attended the funeral of the late prior, and then desired the subprior to convene the monks. 'Good brothers,' said he, 'your prior is brother Richard. I pray you to invest him forthwith, and yield him due love and obedience.' bbox=[895, 1334, 1104, 1383]
article-paragraph: 'Ay, sir, and with all my heart.' bbox=[904, 2111, 1009, 2122]
column-5 bbox=[895, 42, 1104, 2372]
article-paragraph: 'I know it, sir,' said the prior. 'Yet will it go no further, unless I should outlive you (by God's will. Alas! sir, you have taken from me that, which was the health of my soul, my belief that I had slain him I hated so uncharitable. This belief it made humility easy to me, and even charity not difficult. What engine of wholesome mortification would be left me now, were I to go a-prating that I ever got the brother I hated? Nay, I will never tell the truth, but carry my precious burden of humility all my days.' bbox=[895, 2169, 1104, 2256]
article-paragraph: 'We set him in the yard; and when we found him in the porch, being half mad with terror and drink together, we bound him on the horse and launched him. All this I told the King, and he, considering the provocation, and pitying too much his old companion in arms, gave me life and lands; and gave me thine, which indeed was but justice. So now, sir, you know that you are innocent of bloodshed, and 'tis I am guilty.' bbox=[895, 1977, 1104, 2055]
short-rule bbox=[985, 274, 1015, 275]
article-paragraph: Mr BRANDON WOOD said the question was not only highly unpleasant, but highly improper, and should never have been brought down before the House. They should have announced to the House that they had made the appointment, and have bbox=[10, 1173, 218, 1222]
article-paragraph: Cr F. Graham seconded the resolution. bbox=[684, 1061, 817, 1072]
article-subheading: LYTTELTON. bbox=[750, 440, 808, 451]
article-paragraph: Cr Cunningham asked if it was competent for him to move the adjournment of the Council. He thought that once a fortnight was quite often enough for them to meet. That evening they had concluded their business in an hour and a half, and he really thought all the business could be done at meetings held on alternate Mondays. He for one had no time to spare unnecessarily. If the Christchurch Council could do their business at fortnightly meetings, surely they could. bbox=[675, 975, 883, 1063]
